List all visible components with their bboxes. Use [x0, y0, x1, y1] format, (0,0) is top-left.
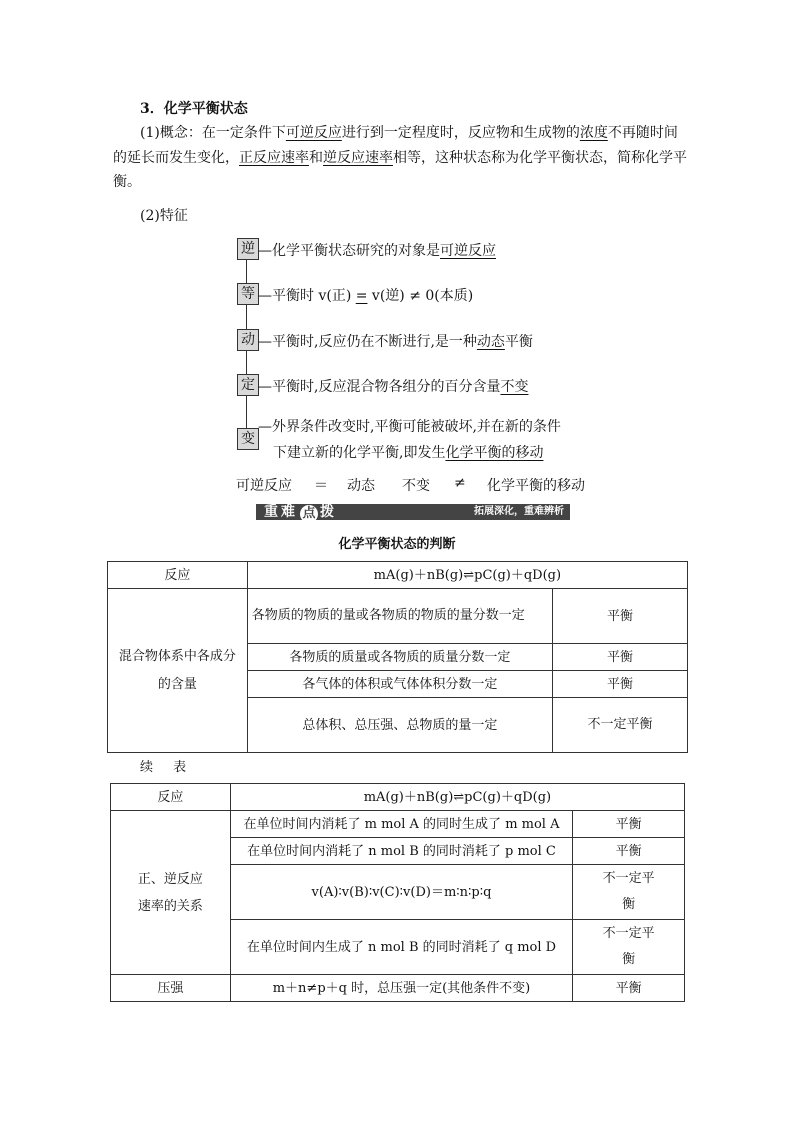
banner-subtitle: 拓展深化，重难辨析	[474, 506, 564, 517]
concept-mid2: 不再随时间的延长而发生变化，	[113, 125, 678, 166]
concept-mid1: 进行到一定程度时，反应物和生成物的	[341, 125, 580, 141]
t1-result: 平衡	[553, 671, 688, 698]
continued-label: 续 表	[140, 760, 195, 775]
answer-5: ≠	[454, 475, 466, 491]
t1-cond: 各物质的质量或各物质的质量分数一定	[247, 644, 552, 671]
concept-mid3: 和	[309, 149, 323, 166]
t1-cond: 各物质的物质的量或各物质的物质的量分数一定	[247, 589, 552, 644]
feature-text-change-line1: —外界条件改变时,平衡可能被破坏,并在新的条件	[258, 419, 561, 435]
concept-term-reverse-rate: 逆反应速率	[323, 149, 393, 166]
concept-term-concentration: 浓度	[579, 125, 608, 141]
feature-text-fixed: —平衡时,反应混合物各组分的百分含量不变	[258, 379, 529, 395]
concept-paragraph	[113, 121, 688, 195]
feature-text-change-line2: 下建立新的化学平衡,即发生化学平衡的移动	[273, 445, 544, 461]
t1-result: 不一定平衡	[553, 698, 688, 753]
t1-result: 平衡	[553, 589, 688, 644]
concept-prefix: (1)概念：在一定条件下	[140, 125, 286, 141]
features-label: (2)特征	[140, 208, 188, 224]
t2-pressure-result: 平衡	[573, 975, 685, 1002]
feature-box-equal: 等	[237, 283, 259, 305]
feature-box-reverse: 逆	[237, 238, 259, 260]
t2-cond: 在单位时间内消耗了 n mol B 的同时消耗了 p mol C	[230, 838, 572, 865]
feature-text-reverse: —化学平衡状态研究的对象是可逆反应	[258, 243, 496, 259]
feature-text-equal: —平衡时 v(正) = v(逆) ≠ 0(本质)	[258, 288, 474, 304]
t2-result: 不一定平衡	[573, 920, 685, 975]
t1-group-label: 混合物体系中各成分的含量	[108, 589, 248, 753]
t1-header-left: 反应	[108, 562, 248, 589]
t2-result: 平衡	[573, 811, 685, 838]
table-title: 化学平衡状态的判断	[338, 537, 456, 552]
equilibrium-table-2	[110, 783, 685, 1002]
answer-6: 化学平衡的移动	[487, 478, 585, 494]
t2-result: 不一定平衡	[573, 865, 685, 920]
section-banner	[256, 504, 570, 520]
answer-4: 不变	[402, 478, 430, 494]
t2-result: 平衡	[573, 838, 685, 865]
t2-pressure-cond: m＋n≠p＋q 时，总压强一定(其他条件不变)	[230, 975, 572, 1002]
t1-cond: 总体积、总压强、总物质的量一定	[247, 698, 552, 753]
answer-3: 动态	[347, 478, 375, 494]
t1-header-reaction: mA(g)＋nB(g)⇌pC(g)＋qD(g)	[247, 562, 687, 589]
concept-term-reversible: 可逆反应	[285, 125, 342, 141]
t2-cond: v(A)∶v(B)∶v(C)∶v(D)＝m∶n∶p∶q	[230, 865, 572, 920]
feature-box-dynamic: 动	[237, 329, 259, 351]
feature-text-dynamic: —平衡时,反应仍在不断进行,是一种动态平衡	[258, 334, 533, 350]
banner-title: 重难 点 拨	[264, 504, 337, 521]
concept-term-forward-rate: 正反应速率	[239, 149, 309, 166]
equilibrium-table-1	[107, 561, 688, 753]
t2-group-label: 正、逆反应速率的关系	[111, 811, 231, 975]
t1-result: 平衡	[553, 644, 688, 671]
t2-header-reaction: mA(g)＋nB(g)⇌pC(g)＋qD(g)	[230, 784, 684, 811]
section-heading: 3．化学平衡状态	[140, 101, 248, 117]
concept-suffix: 相等，这种状态称为化学平衡状态，简称化学平衡。	[113, 149, 687, 190]
feature-box-change: 变	[237, 428, 259, 450]
t2-cond: 在单位时间内生成了 n mol B 的同时消耗了 q mol D	[230, 920, 572, 975]
banner-circle: 点	[300, 505, 318, 523]
answer-2: ＝	[314, 478, 328, 494]
feature-box-fixed: 定	[237, 374, 259, 396]
t1-cond: 各气体的体积或气体体积分数一定	[247, 671, 552, 698]
t2-header-left: 反应	[111, 784, 231, 811]
t2-cond: 在单位时间内消耗了 m mol A 的同时生成了 m mol A	[230, 811, 572, 838]
t2-pressure-label: 压强	[111, 975, 231, 1002]
answer-1: 可逆反应	[236, 478, 292, 494]
